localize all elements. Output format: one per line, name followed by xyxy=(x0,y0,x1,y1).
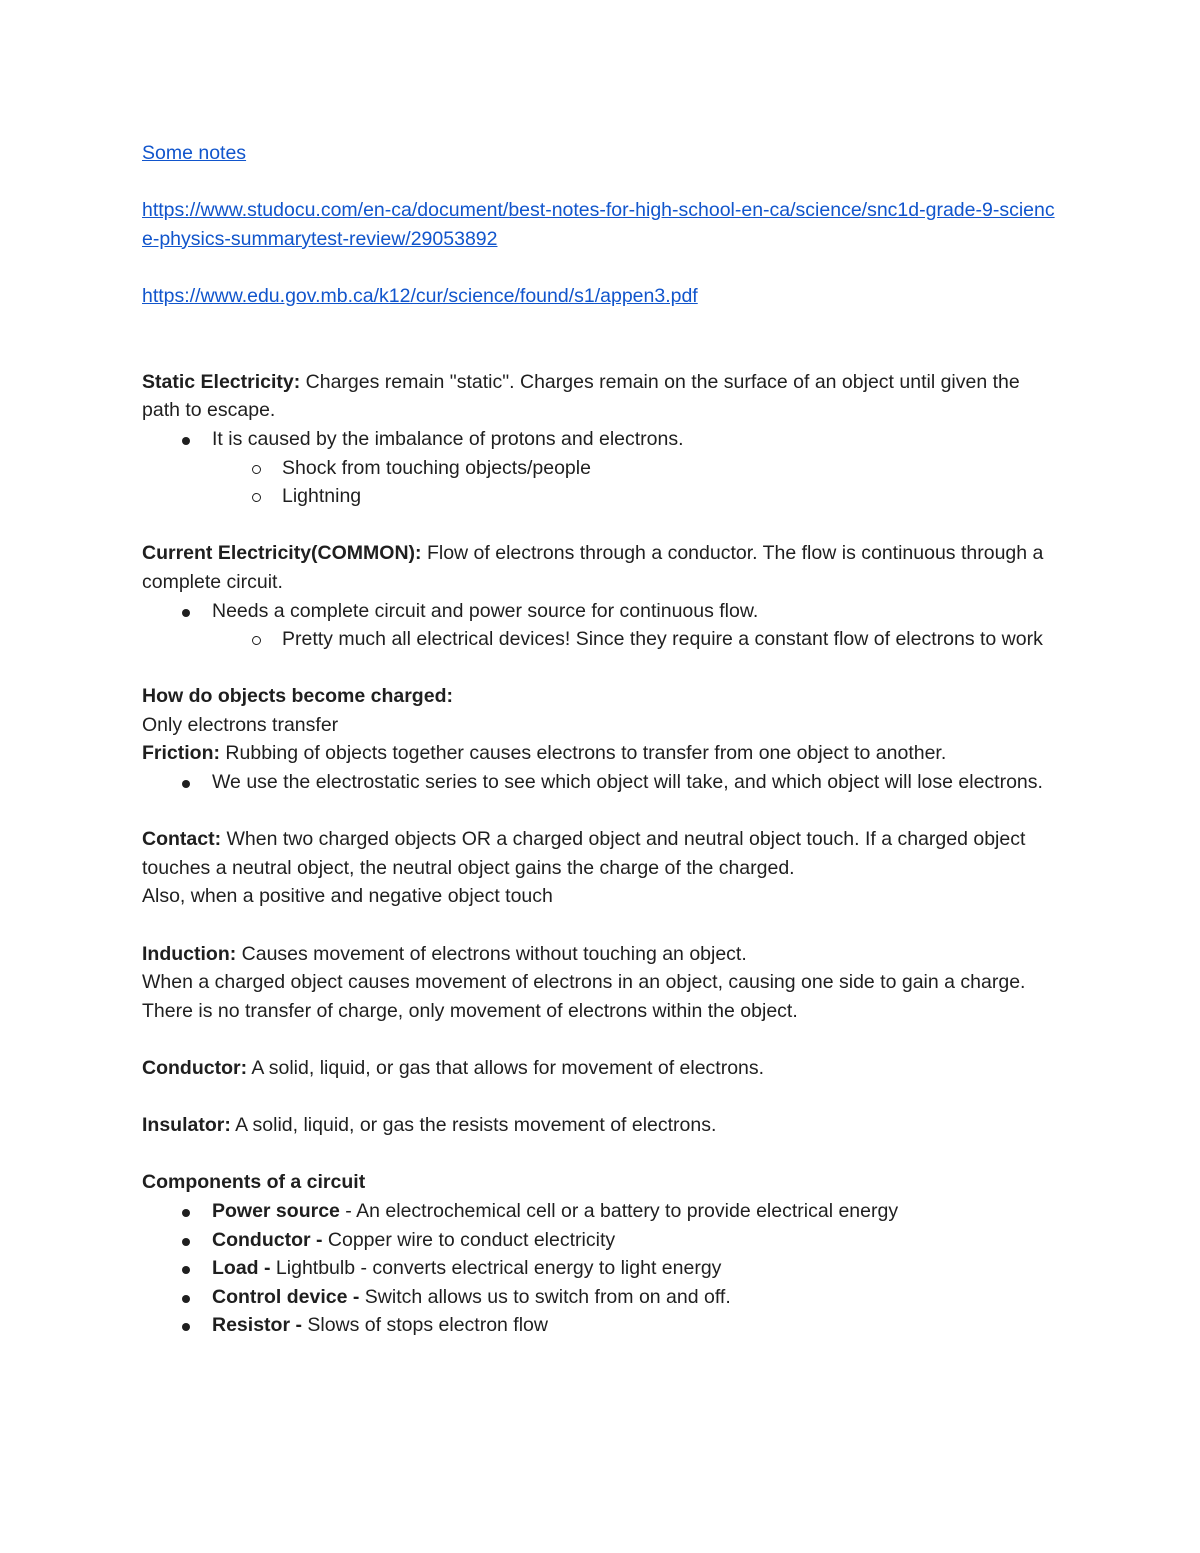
list-item: Power source - An electrochemical cell or a battery to provide electrical energy xyxy=(142,1197,1062,1226)
bullet-icon xyxy=(182,1295,190,1303)
bullet-icon xyxy=(182,1209,190,1217)
bullet-icon xyxy=(182,780,190,788)
insulator-term: Insulator: xyxy=(142,1114,231,1137)
edu-gov-link[interactable]: https://www.edu.gov.mb.ca/k12/cur/science/found/s1/appen3.pdf xyxy=(142,284,698,307)
list-item: Lightning xyxy=(142,482,1062,511)
studocu-link[interactable]: https://www.studocu.com/en-ca/document/best-notes-for-high-school-en-ca/science/snc1d-grade-9-science-physics-summarytest-review/29053892 xyxy=(142,199,1055,250)
contact-definition: Contact: When two charged objects OR a charged object and neutral object touch. If a charged object touches a neutral object, the neutral object gains the charge of the charged. xyxy=(142,828,1026,879)
conductor-term: Conductor: xyxy=(142,1057,248,1079)
contact-term: Contact: xyxy=(142,828,222,851)
components-heading: Components of a circuit xyxy=(142,1171,366,1194)
contact-line2: Also, when a positive and negative object touch xyxy=(142,885,553,908)
static-electricity-definition: Static Electricity: Charges remain "static". Charges remain on the surface of an object until given the path to escape. xyxy=(142,370,1020,422)
list-item: Resistor - Slows of stops electron flow xyxy=(142,1311,1062,1340)
bullet-icon xyxy=(182,1266,190,1274)
conductor-definition: Conductor: A solid, liquid, or gas that allows for movement of electrons. xyxy=(142,1057,765,1079)
list-item: Needs a complete circuit and power source for continuous flow. xyxy=(142,597,1062,626)
list-item: Control device - Switch allows us to switch from on and off. xyxy=(142,1283,1062,1312)
charged-line: Only electrons transfer xyxy=(142,713,339,736)
induction-definition: Induction: Causes movement of electrons without touching an object. xyxy=(142,942,747,965)
induction-term: Induction: xyxy=(142,942,237,965)
friction-term: Friction: xyxy=(142,742,220,765)
list-item: We use the electrostatic series to see which object will take, and which object will lose electrons. xyxy=(142,768,1062,797)
list-item: It is caused by the imbalance of protons and electrons. xyxy=(142,425,1062,454)
static-electricity-term: Static Electricity: xyxy=(142,370,301,393)
friction-definition: Friction: Rubbing of objects together causes electrons to transfer from one object to another. xyxy=(142,742,947,765)
bullet-icon xyxy=(182,1323,190,1331)
circle-bullet-icon xyxy=(252,493,261,502)
bullet-icon xyxy=(182,1238,190,1246)
circle-bullet-icon xyxy=(252,465,261,474)
current-electricity-term: Current Electricity(COMMON): xyxy=(142,542,422,565)
list-item: Pretty much all electrical devices! Since they require a constant flow of electrons to work xyxy=(142,625,1062,654)
circle-bullet-icon xyxy=(252,636,261,645)
document-body xyxy=(142,139,1062,1340)
components-list xyxy=(142,1197,1062,1340)
induction-line2: When a charged object causes movement of electrons in an object, causing one side to gain a charge. There is no transfer of charge, only movement of electrons within the object. xyxy=(142,971,1026,1022)
bullet-icon xyxy=(182,609,190,617)
current-electricity-definition: Current Electricity(COMMON): Flow of electrons through a conductor. The flow is continuous through a complete circuit. xyxy=(142,542,1044,593)
charged-heading: How do objects become charged: xyxy=(142,685,453,708)
insulator-definition: Insulator: A solid, liquid, or gas the resists movement of electrons. xyxy=(142,1114,717,1137)
list-item: Shock from touching objects/people xyxy=(142,454,1062,483)
some-notes-link[interactable]: Some notes xyxy=(142,142,247,164)
bullet-icon xyxy=(182,437,190,445)
list-item: Conductor - Copper wire to conduct electricity xyxy=(142,1226,1062,1255)
list-item: Load - Lightbulb - converts electrical energy to light energy xyxy=(142,1254,1062,1283)
